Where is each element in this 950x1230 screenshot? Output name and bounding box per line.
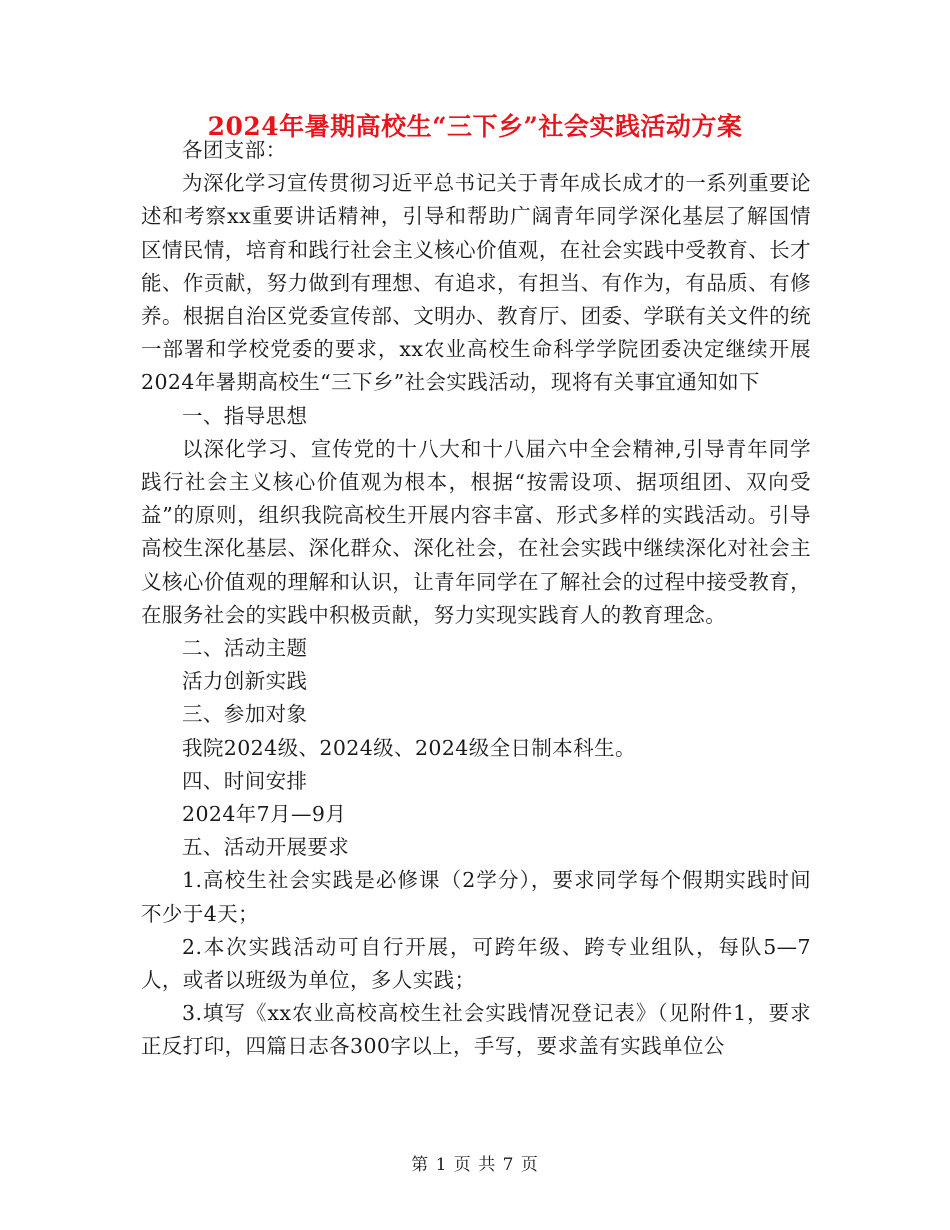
heading-activity-theme: 二、活动主题 <box>182 636 308 661</box>
paragraph-participants: 我院2024级、2024级、2024级全日制本科生。 <box>182 735 636 760</box>
requirement-item-1: 1.高校生社会实践是必修课（2学分），要求同学每个假期实践时间不少于4天； <box>141 868 811 926</box>
heading-schedule: 四、时间安排 <box>182 768 308 793</box>
page-number-label: 第 1 页 共 7 页 <box>411 1155 539 1175</box>
paragraph-intro: 为深化学习宣传贯彻习近平总书记关于青年成长成才的一系列重要论述和考察xx重要讲话精神，引导和帮助广阔青年同学深化基层了解国情区情民情，培育和践行社会主义核心价值观，在社会实践中受教育、长才能、作贡献，努力做到有理想、有追求，有担当、有作为，有品质、有修养。根据自治区党委宣传部、文明办、教育厅、团委、学联有关文件的统一部署和学校党委的要求，xx农业高校生命科学学院团委决定继续开展2024年暑期高校生“三下乡”社会实践活动，现将有关事宜通知如下 <box>141 171 811 395</box>
heading-participants: 三、参加对象 <box>182 702 308 727</box>
page-footer <box>0 1153 950 1177</box>
document-body <box>141 134 811 1064</box>
requirement-item-3: 3.填写《xx农业高校高校生社会实践情况登记表》（见附件1，要求正反打印，四篇日志各300字以上，手写，要求盖有实践单位公 <box>141 1001 811 1059</box>
paragraph-activity-theme: 活力创新实践 <box>182 669 308 694</box>
heading-requirements: 五、活动开展要求 <box>182 835 350 860</box>
paragraph-schedule: 2024年7月—9月 <box>182 802 347 827</box>
heading-guiding-ideology: 一、指导思想 <box>182 403 308 428</box>
document-title: 2024年暑期高校生“三下乡”社会实践活动方案 <box>207 112 743 141</box>
requirement-item-2: 2.本次实践活动可自行开展，可跨年级、跨专业组队，每队5—7人，或者以班级为单位，多人实践； <box>141 934 811 993</box>
paragraph-guiding-ideology: 以深化学习、宣传党的十八大和十八届六中全会精神,引导青年同学践行社会主义核心价值观为根本，根据“按需设项、据项组团、双向受益”的原则，组织我院高校生开展内容丰富、形式多样的实践活动。引导高校生深化基层、深化群众、深化社会，在社会实践中继续深化对社会主义核心价值观的理解和认识，让青年同学在了解社会的过程中接受教育，在服务社会的实践中积极贡献，努力实现实践育人的教育理念。 <box>141 436 811 627</box>
salutation: 各团支部： <box>182 138 287 162</box>
